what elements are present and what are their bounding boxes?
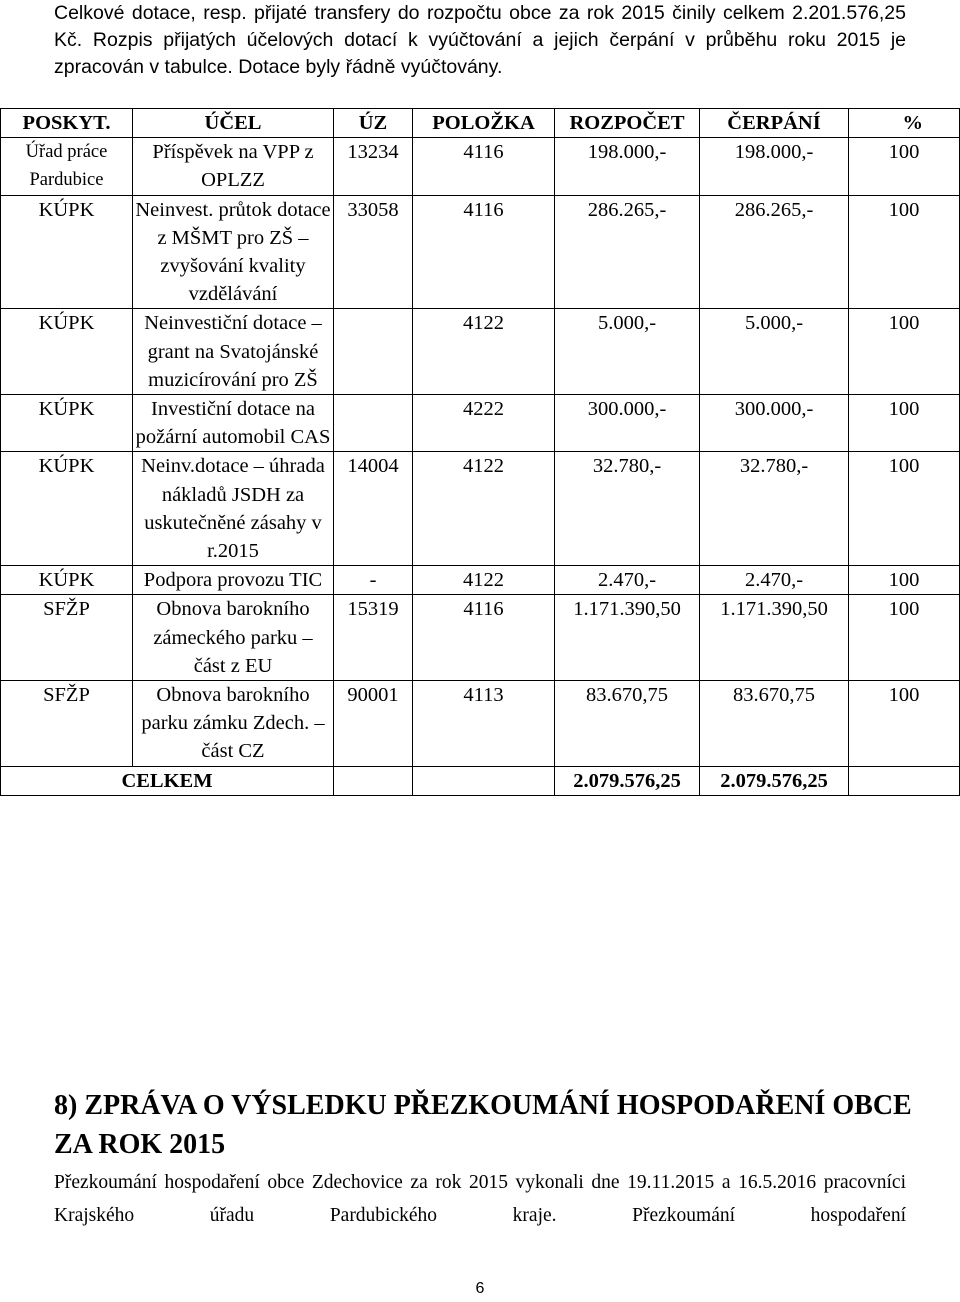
cell-polozka: 4122 <box>413 566 555 595</box>
cell-poskyt: KÚPK <box>1 452 133 566</box>
cell-percent: 100 <box>849 195 960 309</box>
cell-polozka: 4116 <box>413 595 555 681</box>
section-paragraph: Přezkoumání hospodaření obce Zdechovice za rok 2015 vykonali dne 19.11.2015 a 16.5.2016 pracovníci Krajského úřadu Pardubického kraje. Přezkoumání hospodaření <box>54 1172 906 1226</box>
cell-rozpocet: 198.000,- <box>555 138 700 195</box>
cell-cerpani: 300.000,- <box>700 395 849 452</box>
cell-uz <box>334 309 413 395</box>
table-header-row <box>1 109 960 138</box>
cell-cerpani: 83.670,75 <box>700 681 849 767</box>
header-cerpani: ČERPÁNÍ <box>700 109 849 138</box>
cell-poskyt: KÚPK <box>1 395 133 452</box>
cell-cerpani: 5.000,- <box>700 309 849 395</box>
dotation-table <box>0 108 960 796</box>
header-percent: % <box>849 109 960 138</box>
table-row <box>1 681 960 767</box>
cell-rozpocet: 83.670,75 <box>555 681 700 767</box>
total-label: CELKEM <box>1 766 334 795</box>
cell-percent: 100 <box>849 566 960 595</box>
cell-ucel: Obnova barokního parku zámku Zdech. – část CZ <box>133 681 334 767</box>
total-cerpani: 2.079.576,25 <box>700 766 849 795</box>
section-heading: 8) ZPRÁVA O VÝSLEDKU PŘEZKOUMÁNÍ HOSPODAŘENÍ OBCE ZA ROK 2015 <box>54 1090 912 1160</box>
cell-rozpocet: 300.000,- <box>555 395 700 452</box>
cell-uz <box>334 395 413 452</box>
cell-rozpocet: 2.470,- <box>555 566 700 595</box>
table-row <box>1 452 960 566</box>
cell-rozpocet: 1.171.390,50 <box>555 595 700 681</box>
cell-percent: 100 <box>849 138 960 195</box>
cell-percent: 100 <box>849 681 960 767</box>
cell-poskyt: Úřad práce Pardubice <box>1 138 133 195</box>
total-empty-uz <box>334 766 413 795</box>
cell-poskyt: SFŽP <box>1 595 133 681</box>
cell-poskyt: KÚPK <box>1 195 133 309</box>
cell-poskyt: KÚPK <box>1 566 133 595</box>
cell-ucel: Příspěvek na VPP z OPLZZ <box>133 138 334 195</box>
table-row <box>1 195 960 309</box>
page-number: 6 <box>475 1280 485 1297</box>
cell-uz: 15319 <box>334 595 413 681</box>
cell-uz: 90001 <box>334 681 413 767</box>
table-row <box>1 138 960 195</box>
cell-ucel: Obnova barokního zámeckého parku – část z EU <box>133 595 334 681</box>
cell-ucel: Neinvest. průtok dotace z MŠMT pro ZŠ – zvyšování kvality vzdělávání <box>133 195 334 309</box>
cell-cerpani: 2.470,- <box>700 566 849 595</box>
cell-cerpani: 286.265,- <box>700 195 849 309</box>
cell-percent: 100 <box>849 395 960 452</box>
cell-poskyt: KÚPK <box>1 309 133 395</box>
total-empty-percent <box>849 766 960 795</box>
cell-ucel: Neinv.dotace – úhrada nákladů JSDH za uskutečněné zásahy v r.2015 <box>133 452 334 566</box>
cell-cerpani: 32.780,- <box>700 452 849 566</box>
header-poskyt: POSKYT. <box>1 109 133 138</box>
cell-polozka: 4222 <box>413 395 555 452</box>
cell-ucel: Investiční dotace na požární automobil CAS <box>133 395 334 452</box>
cell-polozka: 4122 <box>413 452 555 566</box>
cell-polozka: 4122 <box>413 309 555 395</box>
cell-rozpocet: 5.000,- <box>555 309 700 395</box>
cell-uz: 14004 <box>334 452 413 566</box>
cell-uz: 13234 <box>334 138 413 195</box>
table-total-row <box>1 766 960 795</box>
cell-percent: 100 <box>849 309 960 395</box>
table-row <box>1 309 960 395</box>
table-row <box>1 595 960 681</box>
header-rozpocet: ROZPOČET <box>555 109 700 138</box>
header-ucel: ÚČEL <box>133 109 334 138</box>
cell-polozka: 4116 <box>413 195 555 309</box>
cell-cerpani: 198.000,- <box>700 138 849 195</box>
cell-cerpani: 1.171.390,50 <box>700 595 849 681</box>
header-uz: ÚZ <box>334 109 413 138</box>
cell-ucel: Neinvestiční dotace – grant na Svatojánské muzicírování pro ZŠ <box>133 309 334 395</box>
cell-polozka: 4113 <box>413 681 555 767</box>
table-row <box>1 566 960 595</box>
total-empty-polozka <box>413 766 555 795</box>
intro-paragraph: Celkové dotace, resp. přijaté transfery do rozpočtu obce za rok 2015 činily celkem 2.201.576,25 Kč. Rozpis přijatých účelových dotací k vyúčtování a jejich čerpání v průběhu roku 2015 je zpracován v tabulce. Dotace byly řádně vyúčtovány. <box>54 2 906 78</box>
table-row <box>1 395 960 452</box>
header-polozka: POLOŽKA <box>413 109 555 138</box>
cell-uz: - <box>334 566 413 595</box>
total-rozpocet: 2.079.576,25 <box>555 766 700 795</box>
cell-polozka: 4116 <box>413 138 555 195</box>
cell-ucel: Podpora provozu TIC <box>133 566 334 595</box>
cell-rozpocet: 32.780,- <box>555 452 700 566</box>
cell-percent: 100 <box>849 452 960 566</box>
cell-rozpocet: 286.265,- <box>555 195 700 309</box>
cell-poskyt: SFŽP <box>1 681 133 767</box>
cell-percent: 100 <box>849 595 960 681</box>
cell-uz: 33058 <box>334 195 413 309</box>
